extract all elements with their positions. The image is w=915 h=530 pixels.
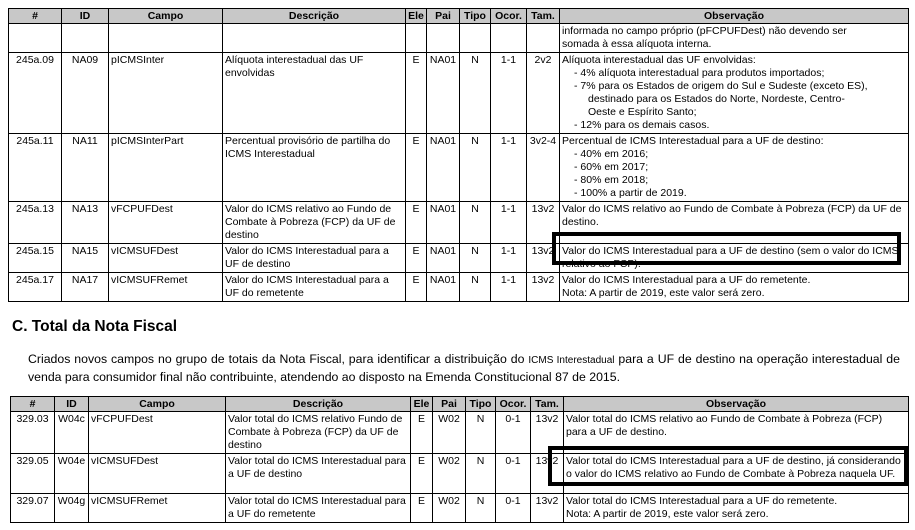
cell-ocor: 1-1 xyxy=(491,53,527,134)
cell-id: NA13 xyxy=(62,202,109,244)
fields-table-icms-uf-destino xyxy=(8,8,909,302)
obs-line: Nota: A partir de 2019, este valor será zero. xyxy=(562,287,765,299)
cell-num: 329.05 xyxy=(11,454,55,494)
cell-ele: E xyxy=(406,134,427,202)
table-row xyxy=(9,244,909,273)
table-header-row xyxy=(11,397,909,412)
table-row xyxy=(9,202,909,244)
section-title: C. Total da Nota Fiscal xyxy=(12,318,178,335)
cell-descricao: Valor total do ICMS Interestadual para a UF de destino xyxy=(226,454,411,494)
col-header-pai: Pai xyxy=(433,397,466,412)
obs-line: somada à essa alíquota interna. xyxy=(562,38,712,50)
col-header-tam: Tam. xyxy=(527,9,560,24)
col-header-ocor: Ocor. xyxy=(491,9,527,24)
cell-id: W04c xyxy=(55,412,89,454)
col-header-tam: Tam. xyxy=(531,397,564,412)
cell-campo: vICMSUFDest xyxy=(89,454,226,494)
cell-tipo: N xyxy=(466,494,496,523)
col-header-descricao: Descrição xyxy=(226,397,411,412)
col-header-pai: Pai xyxy=(427,9,460,24)
col-header-id: ID xyxy=(62,9,109,24)
cell-ele: E xyxy=(411,454,433,494)
cell-campo: vFCPUFDest xyxy=(89,412,226,454)
cell-observacao: Valor do ICMS relativo ao Fundo de Combate à Pobreza (FCP) da UF de destino. xyxy=(560,202,909,244)
cell-observacao xyxy=(560,273,909,302)
cell-tam: 13v2 xyxy=(527,244,560,273)
cell-pai: NA01 xyxy=(427,53,460,134)
table-row xyxy=(11,454,909,494)
obs-line: - 7% para os Estados de origem do Sul e Sudeste (exceto ES), xyxy=(574,80,868,92)
cell-descricao: Valor do ICMS relativo ao Fundo de Combate à Pobreza (FCP) da UF de destino xyxy=(223,202,406,244)
cell-observacao xyxy=(560,53,909,134)
obs-line: Oeste e Espírito Santo; xyxy=(588,106,697,118)
cell-id: W04e xyxy=(55,454,89,494)
cell-id: NA11 xyxy=(62,134,109,202)
col-header-num: # xyxy=(11,397,55,412)
col-header-descricao: Descrição xyxy=(223,9,406,24)
cell-ele: E xyxy=(406,202,427,244)
cell-pai: NA01 xyxy=(427,244,460,273)
col-header-campo: Campo xyxy=(89,397,226,412)
cell-descricao: Valor do ICMS Interestadual para a UF do remetente xyxy=(223,273,406,302)
cell-tipo: N xyxy=(466,454,496,494)
cell-tipo: N xyxy=(460,202,491,244)
cell-observacao: Valor total do ICMS Interestadual para a UF de destino, já considerando o valor do ICMS relativo ao Fundo de Combate à Pobreza naquela UF. xyxy=(564,454,909,494)
cell-pai: NA01 xyxy=(427,273,460,302)
cell-pai: W02 xyxy=(433,412,466,454)
obs-line: - 60% em 2017; xyxy=(574,161,649,173)
cell-descricao: Valor total do ICMS Interestadual para a UF do remetente xyxy=(226,494,411,523)
cell-ele: E xyxy=(411,494,433,523)
cell-ocor: 0-1 xyxy=(496,494,531,523)
table-row xyxy=(9,273,909,302)
cell-tam: 3v2-4 xyxy=(527,134,560,202)
obs-line: - 12% para os demais casos. xyxy=(574,119,710,131)
cell-tam: 13v2 xyxy=(527,273,560,302)
cell-descricao: Percentual provisório de partilha do ICMS Interestadual xyxy=(223,134,406,202)
cell-tipo: N xyxy=(460,53,491,134)
col-header-observacao: Observação xyxy=(564,397,909,412)
fields-table-total-nota-fiscal xyxy=(10,396,909,523)
cell-ocor: 1-1 xyxy=(491,244,527,273)
cell-campo: pICMSInter xyxy=(109,53,223,134)
cell-id: W04g xyxy=(55,494,89,523)
cell-tam: 13v2 xyxy=(531,494,564,523)
cell-tam: 13v2 xyxy=(527,202,560,244)
cell-ocor: 0-1 xyxy=(496,412,531,454)
table-row-continuation xyxy=(9,24,909,53)
paragraph-text-small-caps: ICMS Interestadual xyxy=(528,355,615,366)
cell-ocor: 1-1 xyxy=(491,134,527,202)
cell-observacao xyxy=(564,494,909,523)
cell-ele: E xyxy=(406,244,427,273)
table-row xyxy=(9,53,909,134)
cell-descricao: Valor total do ICMS relativo Fundo de Combate à Pobreza (FCP) da UF de destino xyxy=(226,412,411,454)
paragraph-text: Criados novos campos no grupo de totais da Nota Fiscal, para identificar a distribuição do xyxy=(28,352,525,366)
col-header-ocor: Ocor. xyxy=(496,397,531,412)
cell-tam: 2v2 xyxy=(527,53,560,134)
obs-line: - 100% a partir de 2019. xyxy=(574,187,687,199)
cell-tam: 13v2 xyxy=(531,454,564,494)
cell-num: 329.03 xyxy=(11,412,55,454)
obs-line: Percentual de ICMS Interestadual para a UF de destino: xyxy=(562,135,824,147)
cell-observacao: Valor total do ICMS relativo ao Fundo de Combate à Pobreza (FCP) para a UF de destino. xyxy=(564,412,909,454)
cell-descricao: Valor do ICMS Interestadual para a UF de destino xyxy=(223,244,406,273)
table-row xyxy=(9,134,909,202)
cell-ocor: 1-1 xyxy=(491,202,527,244)
cell-ele: E xyxy=(406,53,427,134)
cell-num: 245a.13 xyxy=(9,202,62,244)
table-row xyxy=(11,494,909,523)
obs-line: destinado para os Estados do Norte, Nordeste, Centro- xyxy=(588,93,845,105)
cell-ele: E xyxy=(406,273,427,302)
cell-pai: W02 xyxy=(433,494,466,523)
cell-campo: vICMSUFDest xyxy=(109,244,223,273)
cell-num: 329.07 xyxy=(11,494,55,523)
col-header-ele: Ele xyxy=(406,9,427,24)
col-header-num: # xyxy=(9,9,62,24)
cell-ele: E xyxy=(411,412,433,454)
obs-line: - 80% em 2018; xyxy=(574,174,649,186)
col-header-ele: Ele xyxy=(411,397,433,412)
cell-ocor: 1-1 xyxy=(491,273,527,302)
paragraph-text: para a UF de destino na operação interestadual de venda para consumidor final não contribuinte, atendendo ao disposto na Emenda Constitucional 87 de 2015. xyxy=(28,352,900,384)
cell-pai: NA01 xyxy=(427,134,460,202)
cell-pai: W02 xyxy=(433,454,466,494)
cell-ocor: 0-1 xyxy=(496,454,531,494)
cell-num: 245a.17 xyxy=(9,273,62,302)
cell-num: 245a.09 xyxy=(9,53,62,134)
table-header-row xyxy=(9,9,909,24)
cell-id: NA09 xyxy=(62,53,109,134)
cell-pai: NA01 xyxy=(427,202,460,244)
obs-line: Valor total do ICMS Interestadual para a UF do remetente. xyxy=(566,495,838,507)
cell-tipo: N xyxy=(460,244,491,273)
cell-descricao: Alíquota interestadual das UF envolvidas xyxy=(223,53,406,134)
cell-observacao xyxy=(560,134,909,202)
cell-num: 245a.11 xyxy=(9,134,62,202)
obs-line: Nota: A partir de 2019, este valor será zero. xyxy=(566,508,769,520)
obs-line: - 40% em 2016; xyxy=(574,148,649,160)
cell-tam: 13v2 xyxy=(531,412,564,454)
col-header-observacao: Observação xyxy=(560,9,909,24)
cell-campo: vICMSUFRemet xyxy=(89,494,226,523)
obs-line: informada no campo próprio (pFCPUFDest) não devendo ser xyxy=(562,25,847,37)
col-header-tipo: Tipo xyxy=(466,397,496,412)
section-paragraph xyxy=(28,351,900,386)
cell-tipo: N xyxy=(460,273,491,302)
col-header-id: ID xyxy=(55,397,89,412)
observacao-continuation xyxy=(560,24,909,53)
obs-line: Alíquota interestadual das UF envolvidas: xyxy=(562,54,756,66)
obs-line: - 4% alíquota interestadual para produtos importados; xyxy=(574,67,825,79)
cell-tipo: N xyxy=(460,134,491,202)
cell-tipo: N xyxy=(466,412,496,454)
col-header-campo: Campo xyxy=(109,9,223,24)
cell-num: 245a.15 xyxy=(9,244,62,273)
cell-campo: vICMSUFRemet xyxy=(109,273,223,302)
cell-campo: pICMSInterPart xyxy=(109,134,223,202)
cell-observacao: Valor do ICMS Interestadual para a UF de destino (sem o valor do ICMS relativo ao FCP). xyxy=(560,244,909,273)
obs-line: Valor do ICMS Interestadual para a UF do remetente. xyxy=(562,274,811,286)
col-header-tipo: Tipo xyxy=(460,9,491,24)
cell-id: NA15 xyxy=(62,244,109,273)
cell-id: NA17 xyxy=(62,273,109,302)
cell-campo: vFCPUFDest xyxy=(109,202,223,244)
table-row xyxy=(11,412,909,454)
